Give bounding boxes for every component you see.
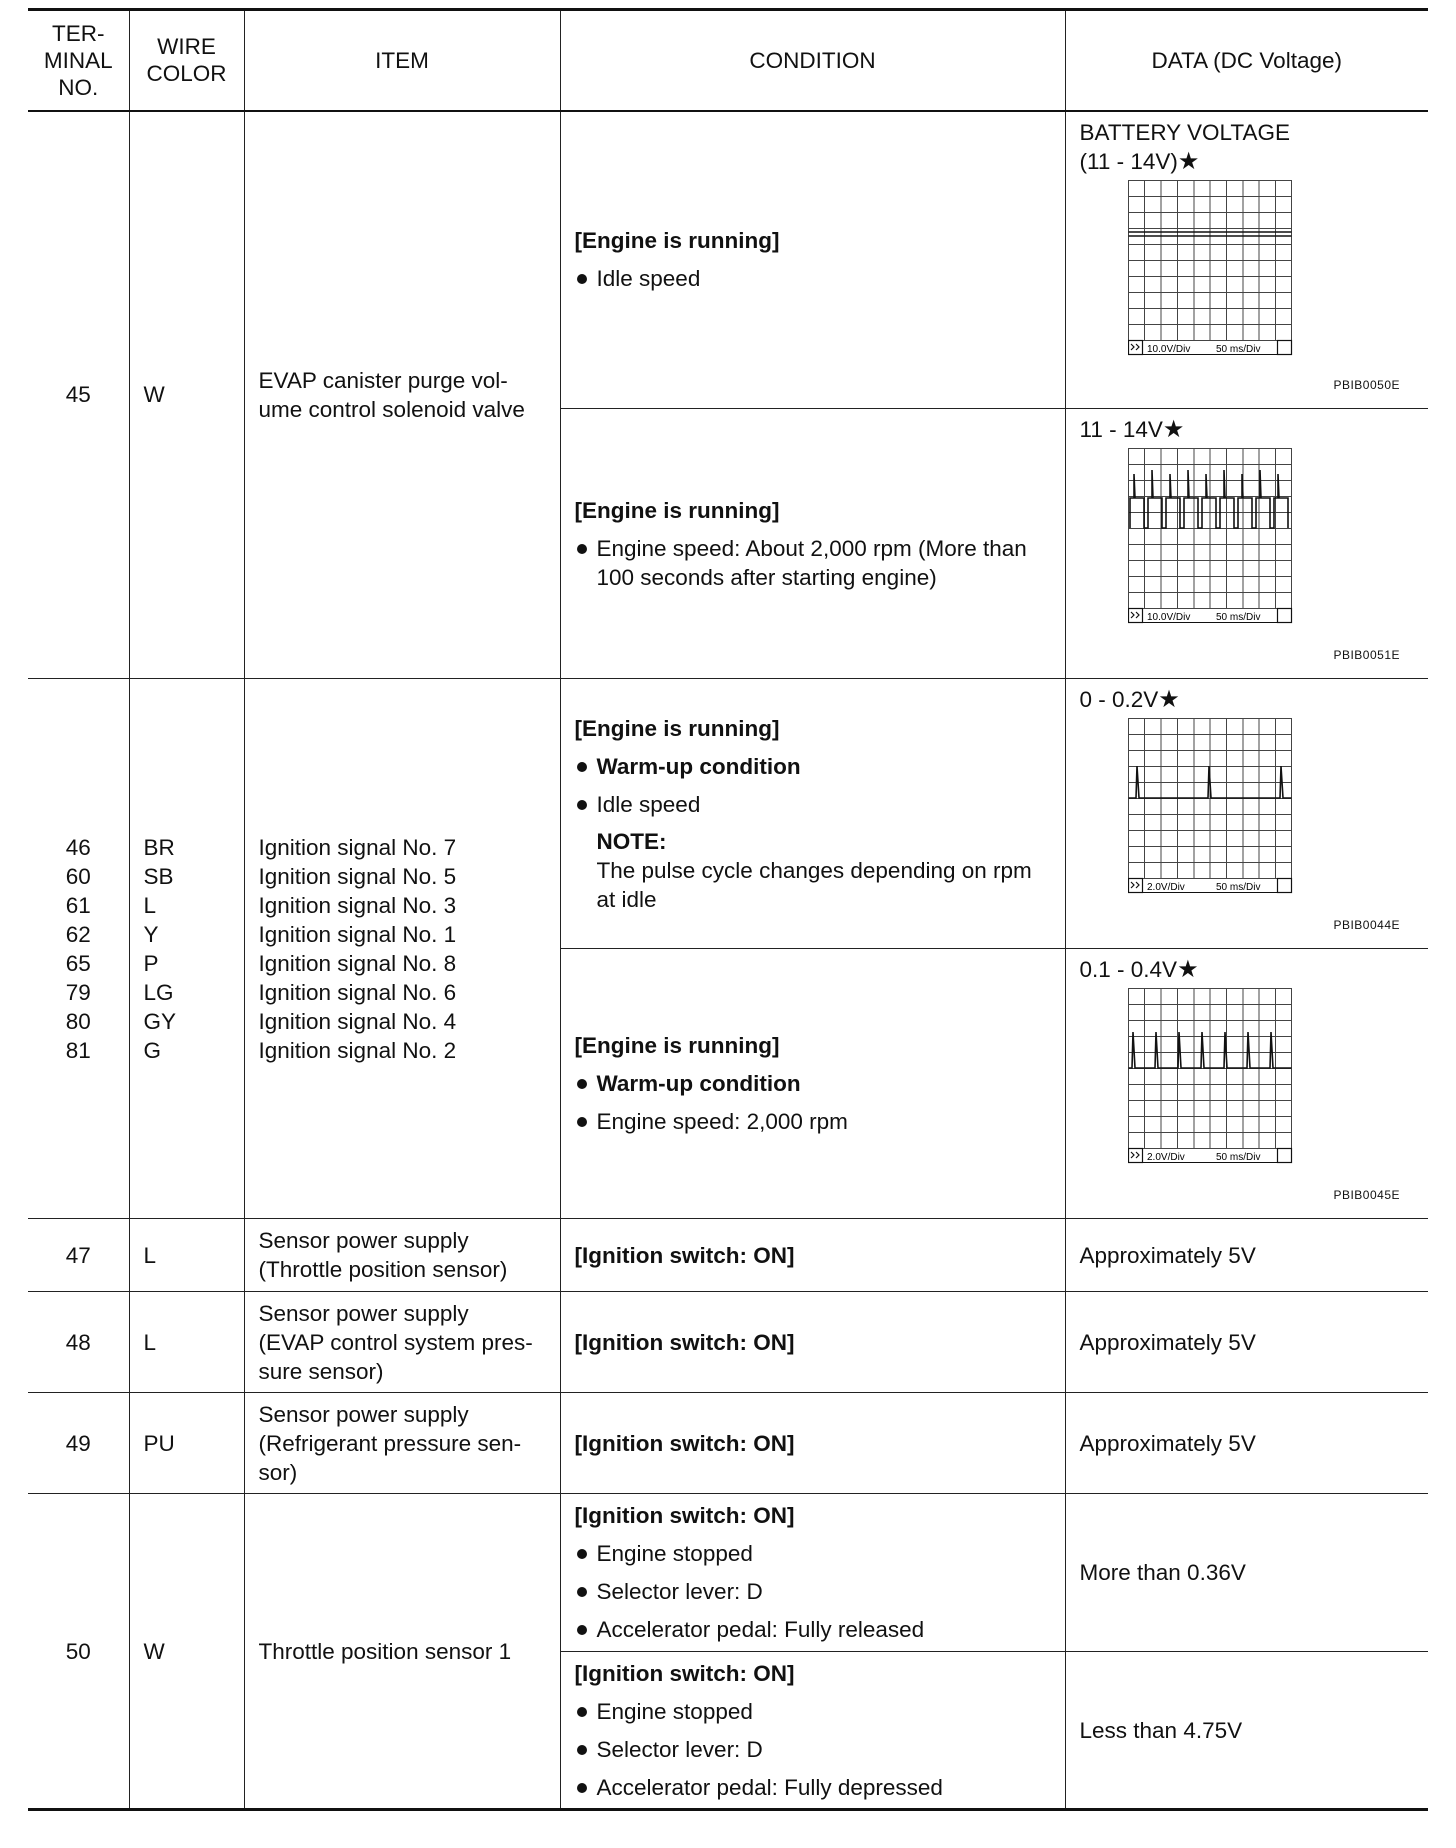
item-text: Sensor power supply [258,1401,469,1427]
data-cell [1065,679,1428,949]
data-value: More than 0.36V [1065,1494,1428,1652]
data-cell [1065,409,1428,679]
condition-bullet: Accelerator pedal: Fully released [575,1615,1051,1644]
oscilloscope-waveform-spikes-2000rpm [1128,988,1294,1166]
scope-time: 50 ms/Div [1215,612,1260,623]
table-row [28,679,1428,949]
scope-scale: 2.0V/Div [1146,1152,1185,1163]
terminal-no: 49 [28,1393,129,1494]
data-cell [1065,949,1428,1219]
wire-color-list: BR SB L Y P LG GY G [129,679,244,1219]
condition-heading: [Ignition switch: ON] [560,1393,1065,1494]
figure-code: PBIB0050E [1333,378,1400,392]
item-cell [244,1292,560,1393]
condition-cell [560,1652,1065,1810]
scope-time: 50 ms/Div [1215,343,1260,355]
condition-bullet: Engine stopped [575,1697,1051,1726]
scope-time: 50 ms/Div [1215,1152,1260,1163]
condition-bullet: Engine speed: About 2,000 rpm (More than 100 seconds after starting engine) [575,534,1051,592]
oscilloscope-waveform-flat [1128,180,1294,358]
header-item: ITEM [244,10,560,111]
header-terminal: TER- MINAL NO. [28,10,129,111]
terminal-no: 48 [28,1292,129,1393]
data-value: Less than 4.75V [1065,1652,1428,1810]
scope-scale: 2.0V/Div [1146,882,1185,893]
wire-color: PU [129,1393,244,1494]
star-icon: ★ [1177,956,1199,983]
condition-heading: [Ignition switch: ON] [560,1219,1065,1292]
oscilloscope-waveform-pwm [1128,448,1294,626]
condition-bullet: Warm-up condition [575,1069,1051,1098]
oscilloscope-waveform-spikes-idle [1128,718,1294,896]
note-text: The pulse cycle changes depending on rpm at idle [596,857,1032,912]
terminal-no: 50 [28,1494,129,1810]
condition-heading: [Ignition switch: ON] [574,1660,795,1686]
item-subtext: (Refrigerant pressure sen-sor) [258,1430,522,1485]
condition-bullet: Idle speed [575,264,1051,293]
condition-bullet: Engine speed: 2,000 rpm [575,1107,1051,1136]
data-value: Approximately 5V [1065,1292,1428,1393]
condition-cell [560,111,1065,409]
figure-code: PBIB0051E [1333,648,1400,662]
table-row [28,1393,1428,1494]
terminal-no: 47 [28,1219,129,1292]
item-text: EVAP canister purge vol-ume control solenoid valve [244,111,560,679]
condition-heading: [Engine is running] [574,497,780,523]
condition-bullet: Selector lever: D [575,1577,1051,1606]
wire-color: W [129,111,244,679]
condition-cell [560,409,1065,679]
condition-heading: [Engine is running] [574,228,780,254]
figure-code: PBIB0045E [1333,1188,1400,1202]
header-wire-color: WIRE COLOR [129,10,244,111]
header-data: DATA (DC Voltage) [1065,10,1428,111]
voltage-range: (11 - 14V) [1079,148,1178,174]
scope-scale: 10.0V/Div [1146,612,1190,623]
scope-scale: 10.0V/Div [1146,343,1190,355]
condition-bullet: Engine stopped [575,1539,1051,1568]
header-condition: CONDITION [560,10,1065,111]
scope-time: 50 ms/Div [1215,882,1260,893]
star-icon: ★ [1177,147,1200,175]
condition-cell [560,1494,1065,1652]
wire-color: L [129,1219,244,1292]
star-icon: ★ [1162,416,1185,443]
condition-cell [560,949,1065,1219]
star-icon: ★ [1158,686,1180,713]
item-subtext: (Throttle position sensor) [258,1257,508,1282]
voltage-range: 0 - 0.2V [1079,687,1159,712]
terminal-no-list: 46 60 61 62 65 79 80 81 [28,679,129,1219]
table-row [28,111,1428,409]
condition-bullet: Idle speed [575,790,1051,819]
table-row [28,1219,1428,1292]
data-cell [1065,111,1428,409]
condition-heading: [Engine is running] [574,1033,780,1058]
item-text: Throttle position sensor 1 [244,1494,560,1810]
wire-color: W [129,1494,244,1810]
condition-bullet: Accelerator pedal: Fully depressed [575,1773,1051,1802]
wire-color: L [129,1292,244,1393]
data-value: Approximately 5V [1065,1393,1428,1494]
table-row [28,1292,1428,1393]
terminal-no: 45 [28,111,129,679]
condition-cell [560,679,1065,949]
voltage-range: 11 - 14V [1079,417,1163,442]
item-cell [244,1393,560,1494]
condition-heading: [Engine is running] [574,715,780,741]
table-row [28,1494,1428,1652]
header-row [28,10,1428,111]
note-label: NOTE: [596,828,667,854]
condition-bullet: Selector lever: D [575,1735,1051,1764]
data-value: Approximately 5V [1065,1219,1428,1292]
condition-heading: [Ignition switch: ON] [574,1503,795,1528]
condition-bullet: Warm-up condition [575,752,1051,781]
condition-heading: [Ignition switch: ON] [560,1292,1065,1393]
voltage-range: 0.1 - 0.4V [1079,957,1178,982]
item-text: Sensor power supply [258,1300,469,1326]
figure-code: PBIB0044E [1333,918,1400,932]
item-subtext: (EVAP control system pres-sure sensor) [258,1329,533,1384]
voltage-label: BATTERY VOLTAGE [1079,119,1290,145]
item-cell [244,1219,560,1292]
item-text: Sensor power supply [258,1228,469,1253]
item-list: Ignition signal No. 7 Ignition signal No. 5 Ignition signal No. 3 Ignition signal No. 1 Ignition signal No. 8 Ignition signal No. 6 Ignition signal No. 4 Ignition signal No. 2 [244,679,560,1219]
terminal-data-table [28,8,1428,1811]
